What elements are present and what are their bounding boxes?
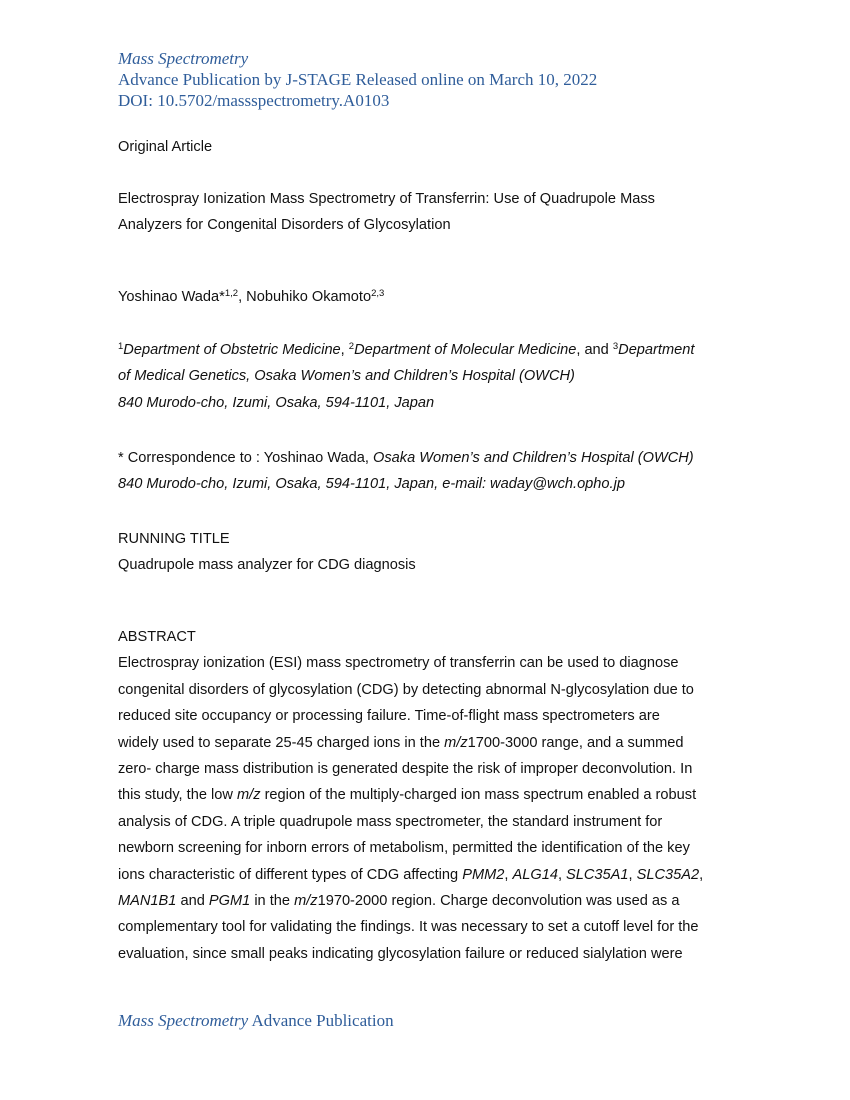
title-line-1: Electrospray Ionization Mass Spectrometry of Transferrin: Use of Quadrupole Mass [118, 191, 655, 207]
correspondence-institution: Osaka Women’s and Children’s Hospital (OWCH) [373, 450, 694, 466]
author-affiliation: 1,2 [224, 288, 239, 299]
affiliation-address: 840 Murodo-cho, Izumi, Osaka, 594-1101, Japan [118, 394, 435, 411]
gene-name: SLC35A1 [566, 866, 629, 883]
abstract-line: complementary tool for validating the findings. It was necessary to set a cutoff level for the [118, 919, 699, 936]
page-header [118, 48, 597, 111]
abstract-line: reduced site occupancy or processing failure. Time-of-flight mass spectrometers are [118, 708, 660, 725]
gene-name: SLC35A2 [636, 866, 700, 883]
author-name: Yoshinao Wada [118, 289, 220, 305]
text-run: region of the multiply-charged ion mass spectrum enabled a robust [264, 787, 697, 804]
affiliation-line-2: of Medical Genetics, Osaka Women’s and Children’s Hospital (OWCH) [118, 368, 575, 385]
abstract-line [118, 730, 733, 756]
text-run: 1970-2000 region. Charge deconvolution was used as a [317, 893, 680, 910]
author-affiliation: 2,3 [371, 288, 385, 299]
affil-and: and [584, 342, 609, 358]
running-title-section [118, 526, 733, 579]
mz-term: m/z [236, 787, 261, 804]
abstract-line: analysis of CDG. A triple quadrupole mass spectrometer, the standard instrument for [118, 813, 663, 830]
article-title [118, 186, 733, 239]
journal-name: Mass Spectrometry [118, 49, 249, 68]
correspondence [118, 445, 733, 498]
affil-dept: Department of Molecular Medicine [354, 342, 577, 358]
running-title-heading: RUNNING TITLE [118, 531, 230, 547]
affiliations [118, 337, 733, 416]
gene-name: PGM1 [208, 893, 251, 910]
abstract-line [118, 888, 733, 914]
text-run: ions characteristic of different types of CDG affecting [118, 866, 459, 883]
gene-name: PMM2 [462, 866, 505, 883]
affiliation-line-1: $^1$Department of Obstetric Medicine, $^2$Department of Molecular Medicine, and $^3$Department [118, 341, 695, 358]
author-list: Yoshinao Wada*$^{1,2}$, Nobuhiko Okamoto$^{2,3}$ [118, 288, 385, 305]
text-run: in the [254, 893, 291, 910]
affil-dept: Department of Obstetric Medicine [123, 342, 341, 358]
abstract-line: Electrospray ionization (ESI) mass spectrometry of transferrin can be used to diagnose [118, 655, 679, 672]
abstract-line: newborn screening for inborn errors of metabolism, permitted the identification of the key [118, 840, 690, 857]
abstract-line: evaluation, since small peaks indicating glycosylation failure or reduced sialylation were [118, 945, 683, 962]
abstract-line [118, 782, 733, 808]
abstract-section [118, 624, 733, 967]
abstract-line: zero- charge mass distribution is generated despite the risk of improper deconvolution. In [118, 761, 693, 778]
correspondence-prefix: * Correspondence to : Yoshinao Wada, [118, 450, 369, 466]
text-run: this study, the low [118, 787, 233, 804]
title-line-2: Analyzers for Congenital Disorders of Glycosylation [118, 217, 451, 234]
text-run: widely used to separate 25-45 charged ions in the [118, 734, 441, 751]
gene-name: ALG14 [512, 866, 558, 883]
affil-number: 2 [348, 341, 355, 352]
affil-number: 3 [612, 341, 619, 352]
affil-number: 1 [118, 341, 124, 352]
mz-term: m/z [294, 893, 318, 910]
mz-term: m/z [444, 734, 468, 751]
text-run: 1700-3000 range, and a summed [467, 734, 684, 751]
gene-name: MAN1B1 [118, 893, 177, 910]
corresponding-mark: * [219, 289, 225, 305]
footer-journal: Mass Spectrometry [118, 1011, 249, 1030]
author-name: Nobuhiko Okamoto [246, 289, 372, 305]
article-type: Original Article [118, 139, 213, 155]
abstract-line: ions characteristic of different types of CDG affecting PMM2, ALG14, SLC35A1, SLC35A2, [118, 866, 704, 883]
page-footer [118, 1011, 394, 1031]
doi[interactable]: DOI: 10.5702/massspectrometry.A0103 [118, 91, 390, 110]
correspondence-address: 840 Murodo-cho, Izumi, Osaka, 594-1101, Japan, e-mail: waday@wch.opho.jp [118, 476, 625, 493]
abstract-heading: ABSTRACT [118, 629, 196, 645]
footer-text: Advance Publication [251, 1011, 394, 1030]
correspondence-line-1 [118, 445, 733, 471]
publication-info: Advance Publication by J-STAGE Released online on March 10, 2022 [118, 70, 598, 89]
text-run: and [180, 893, 205, 910]
affil-dept: Department [618, 342, 695, 358]
abstract-line: congenital disorders of glycosylation (CDG) by detecting abnormal N-glycosylation due to [118, 681, 694, 698]
running-title-text: Quadrupole mass analyzer for CDG diagnosis [118, 557, 416, 574]
